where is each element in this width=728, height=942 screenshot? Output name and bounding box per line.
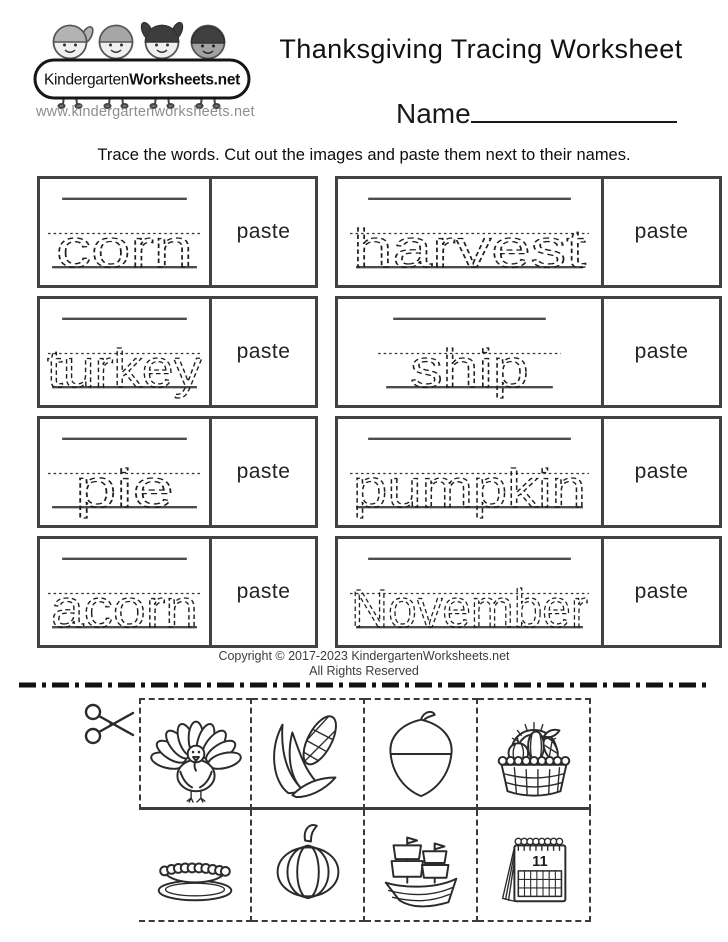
svg-text:acorn: acorn xyxy=(51,579,198,640)
scissors-icon xyxy=(84,700,138,748)
paste-cell: paste xyxy=(209,179,315,285)
handwriting-guides xyxy=(338,179,601,285)
handwriting-guides xyxy=(338,419,601,525)
cut-line xyxy=(18,681,710,689)
ship-image xyxy=(372,816,470,914)
name-blank-line xyxy=(471,97,677,123)
logo-brand-text: KindergartenWorksheets.net xyxy=(43,71,241,89)
paste-cell: paste xyxy=(601,539,719,645)
trace-area-ship xyxy=(338,299,601,405)
trace-box-november xyxy=(335,536,722,648)
svg-text:corn: corn xyxy=(56,219,193,280)
calendar-image xyxy=(485,816,583,914)
cutout-pumpkin xyxy=(252,810,365,922)
kid-boy-curly-icon xyxy=(192,26,225,59)
paste-cell: paste xyxy=(209,299,315,405)
trace-box-pie xyxy=(37,416,318,528)
kindergartenworksheets-logo xyxy=(30,12,254,112)
svg-text:harvest: harvest xyxy=(353,219,586,280)
website-url: www.kindergartenworksheets.net xyxy=(36,104,255,120)
calendar-number: 11 xyxy=(531,853,548,870)
copyright-block xyxy=(0,649,728,679)
turkey-image xyxy=(147,705,245,803)
cutout-calendar xyxy=(478,810,591,922)
paste-cell: paste xyxy=(209,419,315,525)
cutout-corn xyxy=(252,698,365,810)
kid-girl-gray-icon xyxy=(54,25,96,59)
handwriting-guides xyxy=(40,179,209,285)
instruction-text: Trace the words. Cut out the images and paste them next to their names. xyxy=(97,146,631,164)
handwriting-guides xyxy=(40,539,209,645)
acorn-image xyxy=(372,705,470,803)
harvest-basket-image xyxy=(485,705,583,803)
handwriting-guides xyxy=(338,539,601,645)
cutout-harvest-basket xyxy=(478,698,591,810)
svg-text:ship: ship xyxy=(410,339,529,400)
cutout-ship xyxy=(365,810,478,922)
tracing-grid xyxy=(37,176,722,648)
cutout-grid xyxy=(139,698,591,922)
corn-image xyxy=(259,705,357,803)
svg-text:November: November xyxy=(351,579,589,640)
svg-text:pumpkin: pumpkin xyxy=(353,459,586,520)
trace-area-november xyxy=(338,539,601,645)
svg-text:turkey: turkey xyxy=(47,339,203,400)
handwriting-guides xyxy=(40,299,209,405)
page-title: Thanksgiving Tracing Worksheet xyxy=(279,34,683,64)
paste-cell: paste xyxy=(601,419,719,525)
trace-box-turkey xyxy=(37,296,318,408)
cutout-acorn xyxy=(365,698,478,810)
handwriting-guides xyxy=(40,419,209,525)
pumpkin-image xyxy=(259,816,357,914)
handwriting-guides xyxy=(338,299,601,405)
rights-line: All Rights Reserved xyxy=(309,664,419,678)
trace-area-harvest xyxy=(338,179,601,285)
paste-cell: paste xyxy=(601,299,719,405)
trace-box-corn xyxy=(37,176,318,288)
trace-area-turkey xyxy=(40,299,209,405)
svg-text:pie: pie xyxy=(75,459,174,520)
trace-box-harvest xyxy=(335,176,722,288)
trace-area-pie xyxy=(40,419,209,525)
trace-box-pumpkin xyxy=(335,416,722,528)
trace-box-ship xyxy=(335,296,722,408)
paste-cell: paste xyxy=(209,539,315,645)
cutout-pie xyxy=(139,810,252,922)
paste-cell: paste xyxy=(601,179,719,285)
trace-area-pumpkin xyxy=(338,419,601,525)
cutout-turkey xyxy=(139,698,252,810)
trace-area-corn xyxy=(40,179,209,285)
kid-girl-pigtails-icon xyxy=(139,21,185,59)
name-field-row xyxy=(396,97,677,130)
name-label: Name xyxy=(396,98,471,129)
trace-box-acorn xyxy=(37,536,318,648)
kid-boy-gray-icon xyxy=(100,26,133,59)
trace-area-acorn xyxy=(40,539,209,645)
copyright-line: Copyright © 2017-2023 KindergartenWorksheets.net xyxy=(218,649,510,663)
pie-image xyxy=(146,816,244,914)
